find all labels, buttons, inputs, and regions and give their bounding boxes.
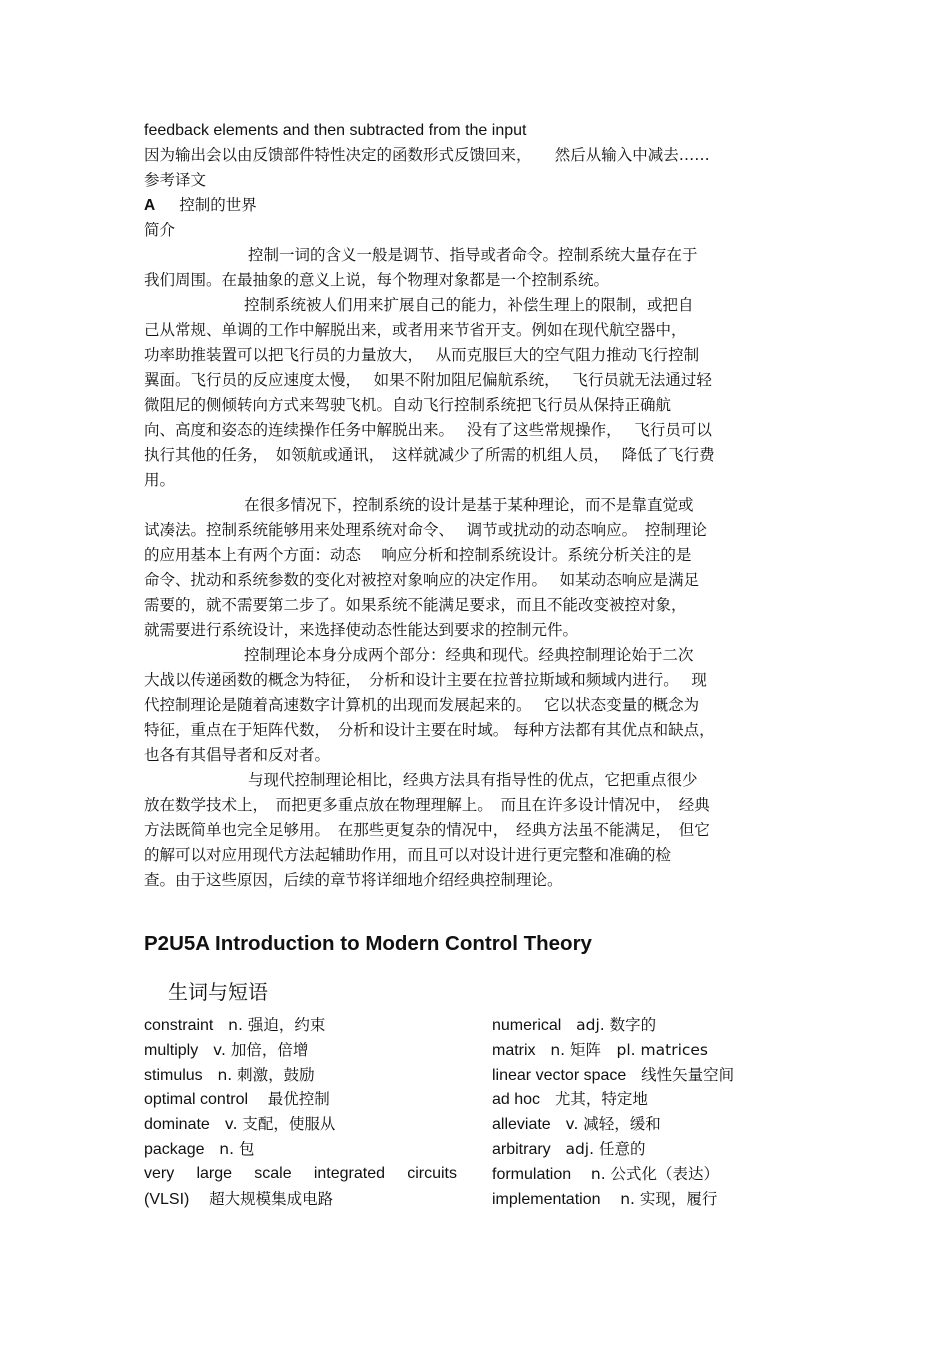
paragraph-line: 在很多情况下，控制系统的设计是基于某种理论，而不是靠直觉或 [244, 496, 694, 514]
vocab-term: matrix [492, 1041, 536, 1059]
paragraph-line: 试凑法。控制系统能够用来处理系统对命令、 调节或扰动的动态响应。 控制理论 [144, 521, 707, 539]
vocab-term: alleviate [492, 1116, 551, 1134]
paragraph-line: 微阻尼的侧倾转向方式来驾驶飞机。自动飞行控制系统把飞行员从保持正确航 [144, 396, 672, 414]
vocab-entry-vlsi-line2 [144, 1187, 464, 1212]
vocab-entry [492, 1013, 814, 1038]
vocab-left-column [144, 1013, 464, 1211]
vocab-entry [144, 1063, 464, 1088]
paragraph-line: 功率助推装置可以把飞行员的力量放大， 从而克服巨大的空气阻力推动飞行控制 [144, 346, 700, 364]
vocab-term: optimal control [144, 1091, 249, 1109]
vocab-term: (VLSI) [144, 1190, 190, 1208]
vocab-entry [492, 1137, 814, 1162]
paragraph-line: 命令、扰动和系统参数的变化对被控对象响应的决定作用。 如某动态响应是满足 [144, 571, 700, 589]
vocab-term: stimulus [144, 1066, 203, 1084]
paragraph-line: 查。由于这些原因，后续的章节将详细地介绍经典控制理论。 [144, 871, 563, 889]
vocab-word: integrated [313, 1164, 385, 1182]
vocab-term: ad hoc [492, 1091, 541, 1109]
vocab-def: 最优控制 [267, 1090, 330, 1109]
vocab-term: multiply [144, 1041, 199, 1059]
section-a-heading [144, 193, 814, 218]
vocab-def: n. 刺激，鼓励 [217, 1065, 315, 1084]
paragraph-line: 方法既简单也完全足够用。 在那些更复杂的情况中， 经典方法虽不能满足， 但它 [144, 821, 710, 839]
paragraph-line: 控制一词的含义一般是调节、指导或者命令。控制系统大量存在于 [248, 246, 698, 264]
vocab-term: constraint [144, 1017, 214, 1034]
vocab-def: 超大规模集成电路 [209, 1189, 334, 1208]
vocab-right-column [492, 1013, 814, 1211]
reference-translation-label: 参考译文 [144, 171, 207, 189]
paragraph-line: 与现代控制理论相比，经典方法具有指导性的优点，它把重点很少 [248, 771, 698, 789]
vocab-word: circuits [407, 1164, 457, 1182]
vocab-entry [144, 1087, 464, 1112]
vocab-term: linear vector space [492, 1066, 627, 1084]
vocab-term: implementation [492, 1190, 601, 1208]
paragraph-line: 控制系统被人们用来扩展自己的能力，补偿生理上的限制，或把自 [244, 296, 694, 314]
paragraph-line: 需要的，就不需要第二步了。如果系统不能满足要求，而且不能改变被控对象， [144, 596, 687, 614]
paragraph-line: 我们周围。在最抽象的意义上说，每个物理对象都是一个控制系统。 [144, 271, 610, 289]
vocab-word: scale [254, 1164, 292, 1182]
paragraph-line: 大战以传递函数的概念为特征， 分析和设计主要在拉普拉斯域和频域内进行。 现 [144, 671, 707, 689]
vocab-entry [492, 1038, 814, 1063]
paragraph-line: 放在数学技术上， 而把更多重点放在物理理解上。 而且在许多设计情况中， 经典 [144, 796, 710, 814]
paragraph-line: 执行其他的任务， 如领航或通讯， 这样就减少了所需的机组人员， 降低了飞行费 [144, 446, 715, 464]
vocab-entry-vlsi-line1 [144, 1162, 457, 1187]
vocab-term: package [144, 1140, 205, 1158]
paragraph-line: 的解可以对应用现代方法起辅助作用，而且可以对设计进行更完整和准确的检 [144, 846, 672, 864]
paragraph-line: 翼面。飞行员的反应速度太慢， 如果不附加阻尼偏航系统， 飞行员就无法通过轻 [144, 371, 712, 389]
vocab-def: adj. 数字的 [576, 1016, 657, 1034]
paragraph-line: 代控制理论是随着高速数字计算机的出现而发展起来的。 它以状态变量的概念为 [144, 696, 700, 714]
vocab-entry [492, 1112, 814, 1137]
vocab-entry [144, 1112, 464, 1137]
vocab-word: large [196, 1164, 233, 1182]
vocab-def: n. 强迫，约束 [228, 1016, 326, 1034]
section-a-title: 控制的世界 [179, 196, 257, 214]
vocab-term: arbitrary [492, 1140, 551, 1158]
vocab-def: n. 实现，履行 [620, 1189, 718, 1208]
paragraph-line: 也各有其倡导者和反对者。 [144, 746, 331, 764]
paragraph-line: 向、高度和姿态的连续操作任务中解脱出来。 没有了这些常规操作， 飞行员可以 [144, 421, 712, 439]
vocab-def: adj. 任意的 [565, 1139, 646, 1158]
vocab-term: numerical [492, 1017, 562, 1034]
vocab-entry [144, 1013, 464, 1038]
paragraph-line: 己从常规、单调的工作中解脱出来，或者用来节省开支。例如在现代航空器中， [144, 321, 687, 339]
vocab-entry [144, 1137, 464, 1162]
vocab-entry [492, 1162, 814, 1187]
vocab-def: v. 加倍，倍增 [213, 1040, 309, 1059]
vocab-entry [144, 1038, 464, 1063]
lesson-heading: P2U5A Introduction to Modern Control Theory [144, 932, 592, 955]
paragraph-line: 控制理论本身分成两个部分：经典和现代。经典控制理论始于二次 [244, 646, 694, 664]
intro-line-cn: 因为输出会以由反馈部件特性决定的函数形式反馈回来， 然后从输入中减去…… [144, 146, 710, 164]
vocab-title: 生词与短语 [168, 980, 268, 1004]
paragraph-line: 特征，重点在于矩阵代数， 分析和设计主要在时域。 每种方法都有其优点和缺点， [144, 721, 715, 739]
vocab-table [144, 1013, 814, 1213]
intro-line-en: feedback elements and then subtracted from the input [144, 122, 527, 139]
document-page [144, 118, 814, 1213]
vocab-def: v. 支配，使服从 [224, 1115, 336, 1134]
vocab-term: dominate [144, 1116, 210, 1134]
vocab-entry [492, 1187, 814, 1212]
paragraph-line: 用。 [144, 471, 176, 489]
paragraph-line: 的应用基本上有两个方面：动态 响应分析和控制系统设计。系统分析关注的是 [144, 546, 692, 564]
vocab-def: 尤其，特定地 [554, 1090, 648, 1109]
vocab-def: 线性矢量空间 [641, 1065, 735, 1084]
vocab-def: v. 减轻，缓和 [565, 1115, 661, 1134]
vocab-entry [492, 1063, 814, 1088]
paragraph-line: 就需要进行系统设计，来选择使动态性能达到要求的控制元件。 [144, 621, 579, 639]
vocab-def: n. 包 [219, 1139, 255, 1158]
vocab-word: very [144, 1164, 175, 1182]
subtitle: 简介 [144, 221, 176, 239]
vocab-def: n. 矩阵 pl. matrices [550, 1040, 709, 1059]
vocab-entry [492, 1087, 814, 1112]
vocab-term: formulation [492, 1165, 572, 1183]
section-a-label: A [144, 197, 156, 214]
vocab-def: n. 公式化（表达） [590, 1164, 720, 1183]
